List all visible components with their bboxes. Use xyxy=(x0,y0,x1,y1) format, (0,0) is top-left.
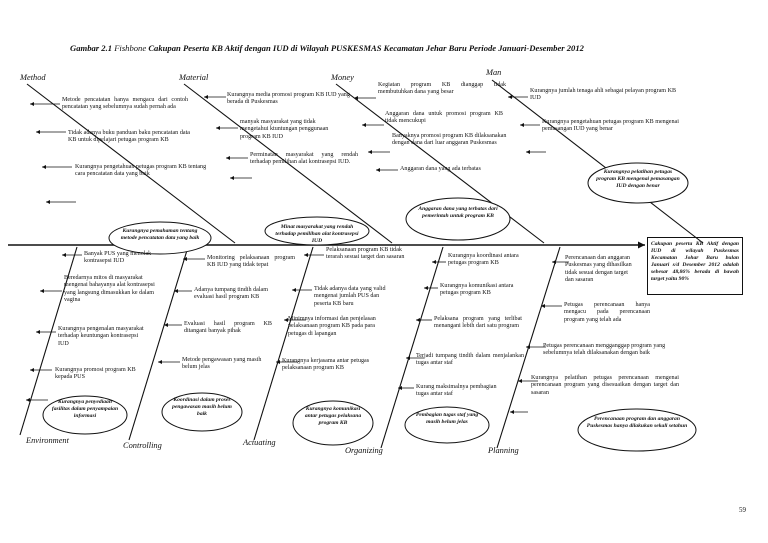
category-man: Man xyxy=(486,68,502,77)
summary-environment: Kurangnya penyediaan fasilitas dalam penyampaian informasi xyxy=(51,399,119,419)
category-material: Material xyxy=(179,73,209,82)
cause-actuating-3: Minimnya informasi dan penjelasan pelaksanaan program KB pada para petugas di lapangan xyxy=(288,316,376,337)
cause-man-1: Kurangnya jumlah tenaga ahli sebagai pelayan program KB IUD xyxy=(530,88,677,102)
category-environment: Environment xyxy=(26,436,69,445)
cause-controlling-1: Monitoring pelaksanaan program KB IUD yang tidak tepat xyxy=(207,255,295,269)
cause-controlling-2: Adanya tumpang tindih dalam evaluasi hasil program KB xyxy=(194,287,268,301)
cause-organizing-4: Terjadi tumpang tindih dalam menjalankan tugas antar staf xyxy=(416,353,524,367)
category-money: Money xyxy=(331,73,354,82)
cause-environment-1: Banyak PUS yang menolak kontrasepsi IUD xyxy=(84,251,152,265)
summary-money: Anggaran dana yang terbatas dari pemerintah untuk program KB xyxy=(418,206,498,219)
page-number: 59 xyxy=(739,506,746,514)
summary-actuating: Kurangnya komunikasi antar petugas pelaksana program KB xyxy=(304,406,362,426)
cause-actuating-4: Kurangnya kerjasama antar petugas pelaksanaan program KB xyxy=(282,358,370,372)
cause-money-2: Anggaran dana untuk promosi program KB tidak mencukupi xyxy=(385,111,503,125)
cause-man-2: Kurangnya pengetahuan petugas program KB mengenai pemasangan IUD yang benar xyxy=(542,119,679,133)
summary-man: Kurangnya pelatihan petugas program KB mengenai pemasangan IUD dengan benar xyxy=(596,169,680,189)
cause-material-2: manyak masyarakat yang tidak mengetahui ktuntungan penggunaan program KB IUD xyxy=(240,119,329,140)
summary-method: Kurangnya pemahaman tentang metode pencatatan data yang baik xyxy=(120,228,200,241)
category-actuating: Actuating xyxy=(243,438,276,447)
summary-material: Minat masyarakat yang rendah terhadap pemilihan alat kontrasepsi IUD xyxy=(275,224,359,244)
summary-controlling: Koordinasi dalam proses pengawasan masih belum baik xyxy=(172,397,232,417)
cause-method-2: Tidak adanya buku panduan baku pencatatan data KB untuk dipelajari petugas program KB xyxy=(68,130,190,144)
fishbone-word: Fishbone xyxy=(114,43,147,53)
cause-material-1: Kurangnya media promosi program KB IUD yang berada di Puskesmas xyxy=(227,92,350,106)
category-controlling: Controlling xyxy=(123,441,162,450)
cause-money-3: Banyaknya promosi program KB dilaksanakan dengan dana dari luar anggaran Puskesmas xyxy=(392,133,507,147)
cause-planning-1: Perencanaan dan anggaran Puskesmas yang dihasilkan tidak sesuai dengan target dan sasaran xyxy=(565,255,632,284)
cause-actuating-2: Tidak adanya data yang valid mengenai jumlah PUS dan peserta KB baru xyxy=(314,286,386,307)
category-planning: Planning xyxy=(488,446,519,455)
summary-planning: Perencanaan program dan anggaran Puskesmas hanya dilakukan sekali setahun xyxy=(586,416,688,429)
cause-organizing-5: Kurang maksimalnya pembagian tugas antar staf xyxy=(416,384,497,398)
cause-controlling-3: Evaluasi hasil program KB ditangani banyak pihak xyxy=(184,321,272,335)
cause-money-4: Anggaran dana yang ada terbatas xyxy=(400,166,481,172)
cause-method-1: Metode pencatatan hanya mengacu dari contoh pencatatan yang sebelumnya sudah pernah ada xyxy=(62,97,188,111)
cause-environment-3: Kurangnya pengenalan masyarakat terhadap keuntungan kontrasepsi IUD xyxy=(58,326,144,347)
cause-organizing-3: Pelaksana program yang terlibat menangani lebih dari satu program xyxy=(434,316,522,330)
summary-organizing: Pembagian tugas staf yang masih belum jelas xyxy=(415,412,479,425)
category-method: Method xyxy=(20,73,46,82)
cause-money-1: Kegiatan program KB dianggap tidak membutuhkan dana yang besar xyxy=(378,82,506,96)
cause-planning-3: Petugas perencanaan mengganggap program yang sebelumnya telah dilaksanakan dengan baik xyxy=(543,343,666,357)
problem-head-box: Cakupan peserta KB Aktif dengan IUD di wilayah Puskesmas Kecamatan Johar Baru bulan Januari s/d Desember 2012 adalah sebesar 48,86% berada di bawah target yaitu 90% xyxy=(647,237,743,295)
category-organizing: Organizing xyxy=(345,446,383,455)
cause-controlling-4: Metode pengawasan yang masih belum jelas xyxy=(182,357,262,371)
cause-method-3: Kurangnya pengetahuan petugas program KB tentang cara pencatatan data yang baik xyxy=(75,164,207,178)
cause-planning-4: Kurangnya pelatihan petugas perencanaan mengenai perencanaan program yang disesuaikan dengan target dan sasaran xyxy=(531,375,679,396)
cause-environment-4: Kurangnya promosi program KB kepada PUS xyxy=(55,367,136,381)
cause-actuating-1: Pelaksanaan program KB tidak terarah sesuai target dan sasaran xyxy=(326,247,405,261)
cause-environment-2: Beredarnya mitos di masyarakat mengenai bahayanya alat kontrasepsi yang langsung dimasukkan ke dalam vagina xyxy=(64,275,155,304)
figure-caption: Cakupan Peserta KB Aktif dengan IUD di Wilayah PUSKESMAS Kecamatan Jehar Baru Periode Januari-Desember 2012 xyxy=(148,43,584,53)
bone-man xyxy=(492,80,703,243)
cause-organizing-2: Kurangnya komunikasi antara petugas program KB xyxy=(440,283,514,297)
figure-number: Gambar 2.1 xyxy=(70,43,113,53)
cause-material-3: Perminatan masyarakat yang rendah terhadap pemilihan alat kontrasepsi IUD. xyxy=(250,152,358,166)
cause-organizing-1: Kurangnya koordinasi antara petugas program KB xyxy=(448,253,519,267)
cause-planning-2: Petugas perencanaan hanya mengacu pada perencanaan program yang telah ada xyxy=(564,302,650,323)
